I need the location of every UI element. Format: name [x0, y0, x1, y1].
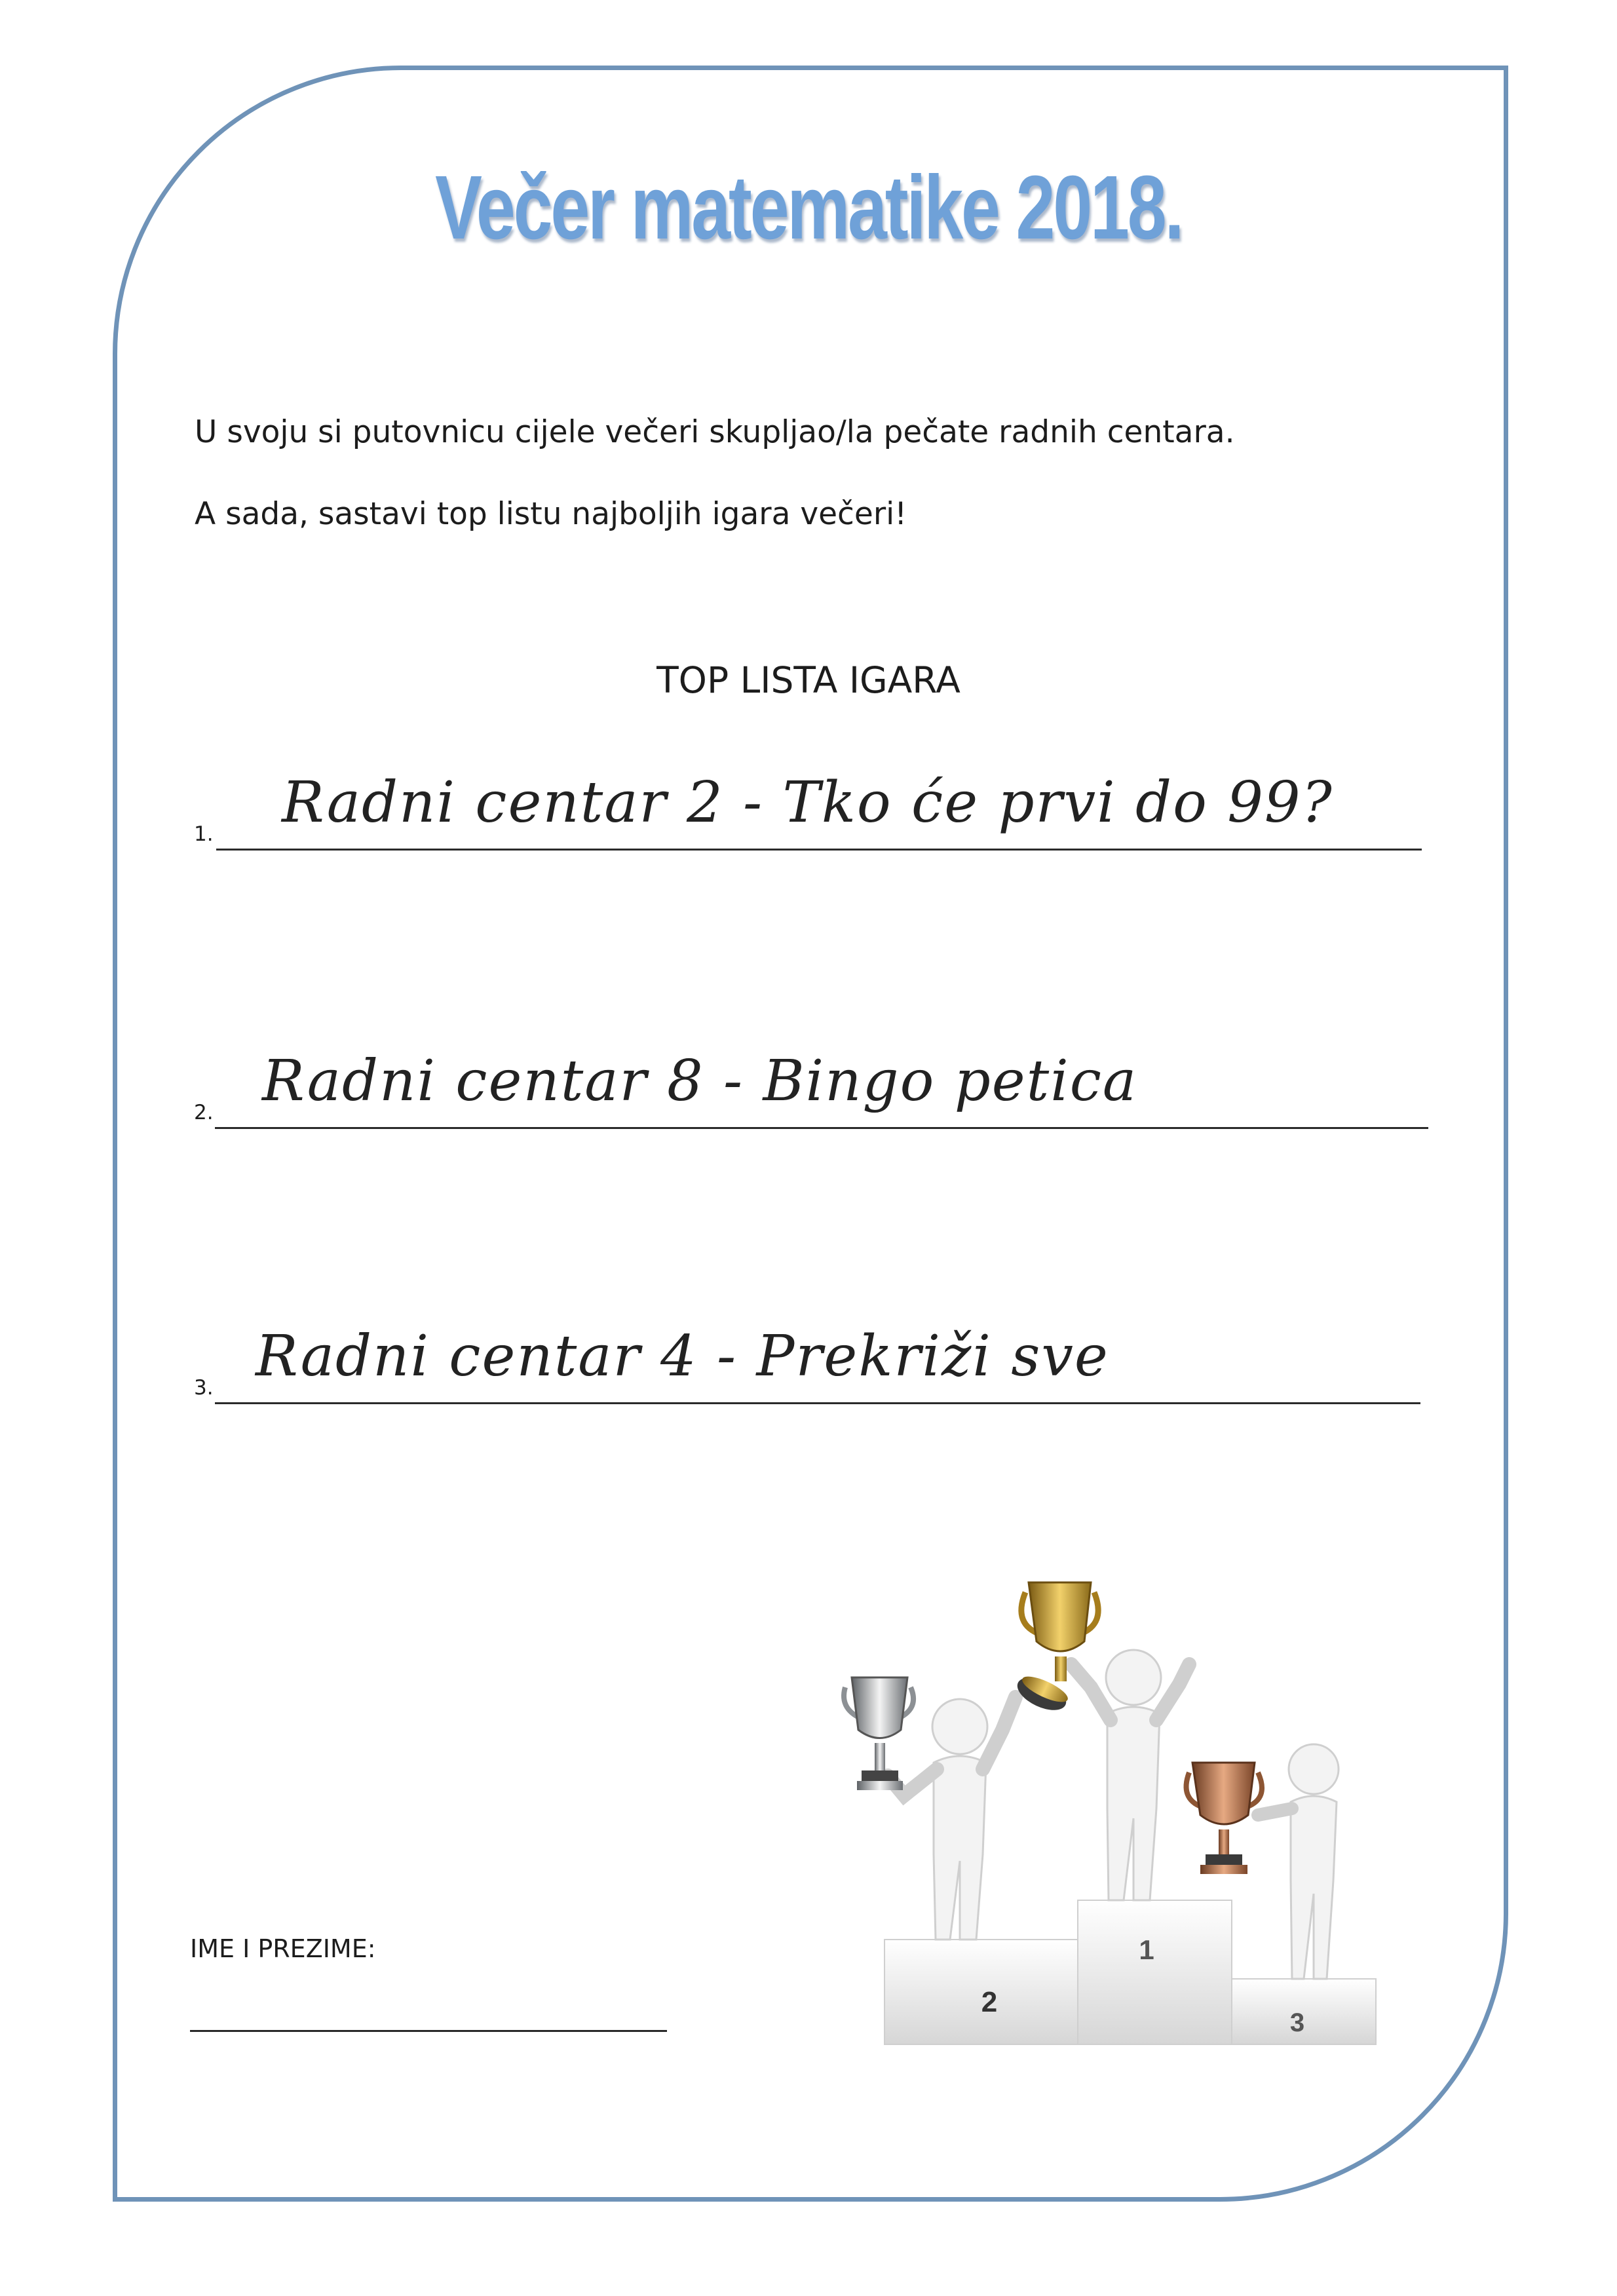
svg-text:2: 2 — [981, 1986, 998, 2018]
silver-trophy-icon — [844, 1677, 913, 1790]
podium-second — [885, 1940, 1078, 2044]
svg-text:1: 1 — [1139, 1934, 1154, 1965]
list-title: TOP LISTA IGARA — [656, 659, 961, 701]
handwritten-answer[interactable]: Radni centar 8 - Bingo petica — [262, 1048, 1138, 1114]
answer-line — [215, 1402, 1420, 1404]
gold-trophy-icon — [1012, 1582, 1098, 1717]
entry-number: 3. — [194, 1376, 214, 1400]
page-title: Večer matematike 2018. — [435, 157, 1183, 258]
svg-text:3: 3 — [1289, 2008, 1305, 2037]
answer-line — [216, 849, 1422, 851]
handwritten-answer[interactable]: Radni centar 2 - Tko će prvi do 99? — [282, 770, 1333, 835]
intro-line-2: A sada, sastavi top listu najboljih igara večeri! — [195, 496, 907, 532]
intro-line-1: U svoju si putovnicu cijele večeri skupljao/la pečate radnih centara. — [195, 414, 1235, 450]
answer-line — [215, 1127, 1428, 1129]
name-label: IME I PREZIME: — [190, 1934, 376, 1963]
entry-number: 1. — [194, 822, 214, 846]
podium-first — [1078, 1900, 1232, 2044]
name-input-line[interactable] — [190, 2030, 667, 2032]
podium-trophies-illustration — [826, 1579, 1402, 2051]
entry-number: 2. — [194, 1101, 214, 1124]
podium-third — [1232, 1979, 1376, 2044]
bronze-trophy-icon — [1187, 1763, 1263, 1874]
handwritten-answer[interactable]: Radni centar 4 - Prekriži sve — [256, 1324, 1109, 1389]
